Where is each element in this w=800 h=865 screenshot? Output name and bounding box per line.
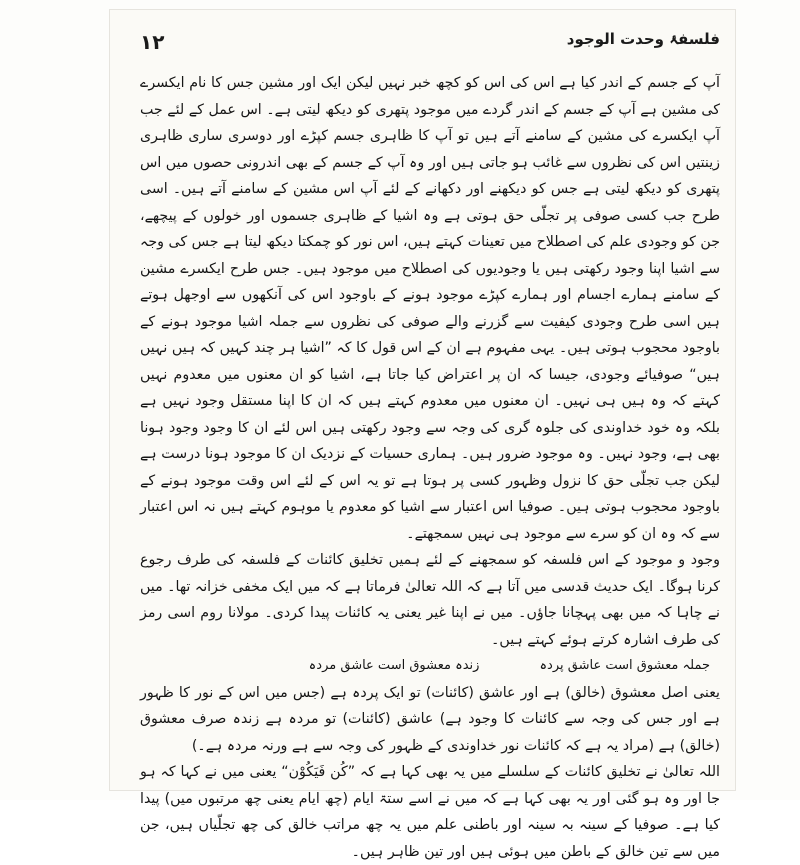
page-number: ۱۲ [140, 30, 165, 54]
persian-verse [140, 653, 720, 680]
verse-hemistich-left: زندہ معشوق است عاشق مردہ [308, 658, 480, 673]
body-text [140, 70, 720, 865]
header-title: فلسفۂ وحدت الوجود [566, 30, 720, 48]
running-head [140, 30, 720, 60]
paragraph: وجود و موجود کے اس فلسفہ کو سمجھنے کے لئے ہمیں تخلیق کائنات کے فلسفہ کی طرف رجوع کرنا ہوگا۔ ایک حدیث قدسی میں آتا ہے کہ اللہ تعالیٰ فرماتا ہے کہ میں ایک مخفی خزانہ تھا۔ میں نے چاہا کہ میں بھی پہچانا جاؤں۔ میں نے اپنا غیر یعنی یہ کائنات پیدا کردی۔ مولانا روم اسی رمز کی طرف اشارہ کرتے ہوئے کہتے ہیں۔ [140, 552, 720, 648]
verse-hemistich-right: جملہ معشوق است عاشق پردہ [539, 658, 710, 673]
paragraph: یعنی اصل معشوق (خالق) ہے اور عاشق (کائنات) تو ایک پردہ ہے (جس میں اس کے نور کا ظہور ہے اور جس کی وجہ سے کائنات کا وجود ہے) عاشق (کائنات) تو مردہ ہے زندہ صرف معشوق (خالق) ہے (مراد یہ ہے کہ کائنات نور خداوندی کے ظہور کی وجہ سے ہے ورنہ مردہ ہے۔) [140, 684, 720, 754]
paragraph: آپ کے جسم کے اندر کیا ہے اس کی اس کو کچھ خبر نہیں لیکن ایک اور مشین جس کا نام ایکسرے کی مشین ہے آپ کے جسم کے اندر گردے میں موجود پتھری کو دیکھ لیتی ہے۔ اس عمل کے لئے جب آپ ایکسرے کی مشین کے سامنے آتے ہیں تو آپ کا ظاہری جسم کپڑے اور دوسری ساری ظاہری زینتیں اس کی نظروں سے غائب ہو جاتی ہیں اور وہ آپ کے جسم کے بھی اندرونی حصوں میں اس پتھری کو دیکھ لیتی ہے جس کو دیکھنے اور دکھانے کے لئے آپ اس مشین کے سامنے آتے ہیں۔ اسی طرح جب کسی صوفی پر تجلّی حق ہوتی ہے وہ اشیا کے ظاہری جسموں اور خولوں کے پیچھے، جن کو وجودی علم کی اصطلاح میں تعینات کہتے ہیں، اس نور کو چمکتا دیکھ لیتا ہے جس کی وجہ سے اشیا اپنا وجود رکھتی ہیں یا وجودیوں کی اصطلاح میں موجود ہیں۔ جس طرح ایکسرے مشین کے سامنے ہمارے اجسام اور ہمارے کپڑے موجود ہونے کے باوجود اس کی آنکھوں سے اوجھل ہوتے ہیں اسی طرح وجودی کیفیت سے گزرنے والے صوفی کی نظروں سے جملہ اشیا موجود ہونے کے باوجود محجوب ہوتی ہیں۔ یہی مفہوم ہے ان کے اس قول کا کہ ”اشیا ہر چند کہیں کہ ہیں نہیں ہیں“ صوفیائے وجودی، جیسا کہ ان پر اعتراض کیا جاتا ہے، اشیا کو ان معنوں میں معدوم نہیں کہتے کہ وہ ہیں ہی نہیں۔ ان معنوں میں معدوم کہتے ہیں کہ ان کا اپنا مستقل وجود نہیں ہے بلکہ وہ خود خداوندی کی جلوہ گری کی وجہ سے وجود رکھتی ہیں اس لئے ان کا وجود وجود ہونا بھی ہے، وجود نہیں۔ وہ موجود ضرور ہیں۔ ہماری حسیات کے نزدیک ان کا موجود ہونا درست ہے لیکن جب تجلّی حق کا نزول وظہور کسی پر ہوتا ہے تو یہ اس کے لئے اس وقت موجود ہونے کے باوجود محجوب ہوتی ہیں۔ صوفیا اس اعتبار سے اشیا کو معدوم یا موہوم کہتے ہیں نہ اس اعتبار سے کہ وہ ان کو سرے سے موجود ہی نہیں سمجھتے۔ [140, 75, 720, 542]
paragraph: اللہ تعالیٰ نے تخلیق کائنات کے سلسلے میں یہ بھی کہا ہے کہ ”کُن فَیَکُوْن“ یعنی میں نے کہا کہ ہو جا اور وہ ہو گئی اور یہ بھی کہا ہے کہ میں نے اسے ستۃ ایام (چھ ایام یعنی چھ مرتبوں میں) پیدا کیا ہے۔ صوفیا کے سینہ بہ سینہ اور باطنی علم میں یہ چھ مراتب خالق کی چھ تجلّیاں ہیں، جن میں سے تین خالق کے باطن میں ہوئی ہیں اور تین ظاہر ہیں۔ [140, 764, 720, 860]
